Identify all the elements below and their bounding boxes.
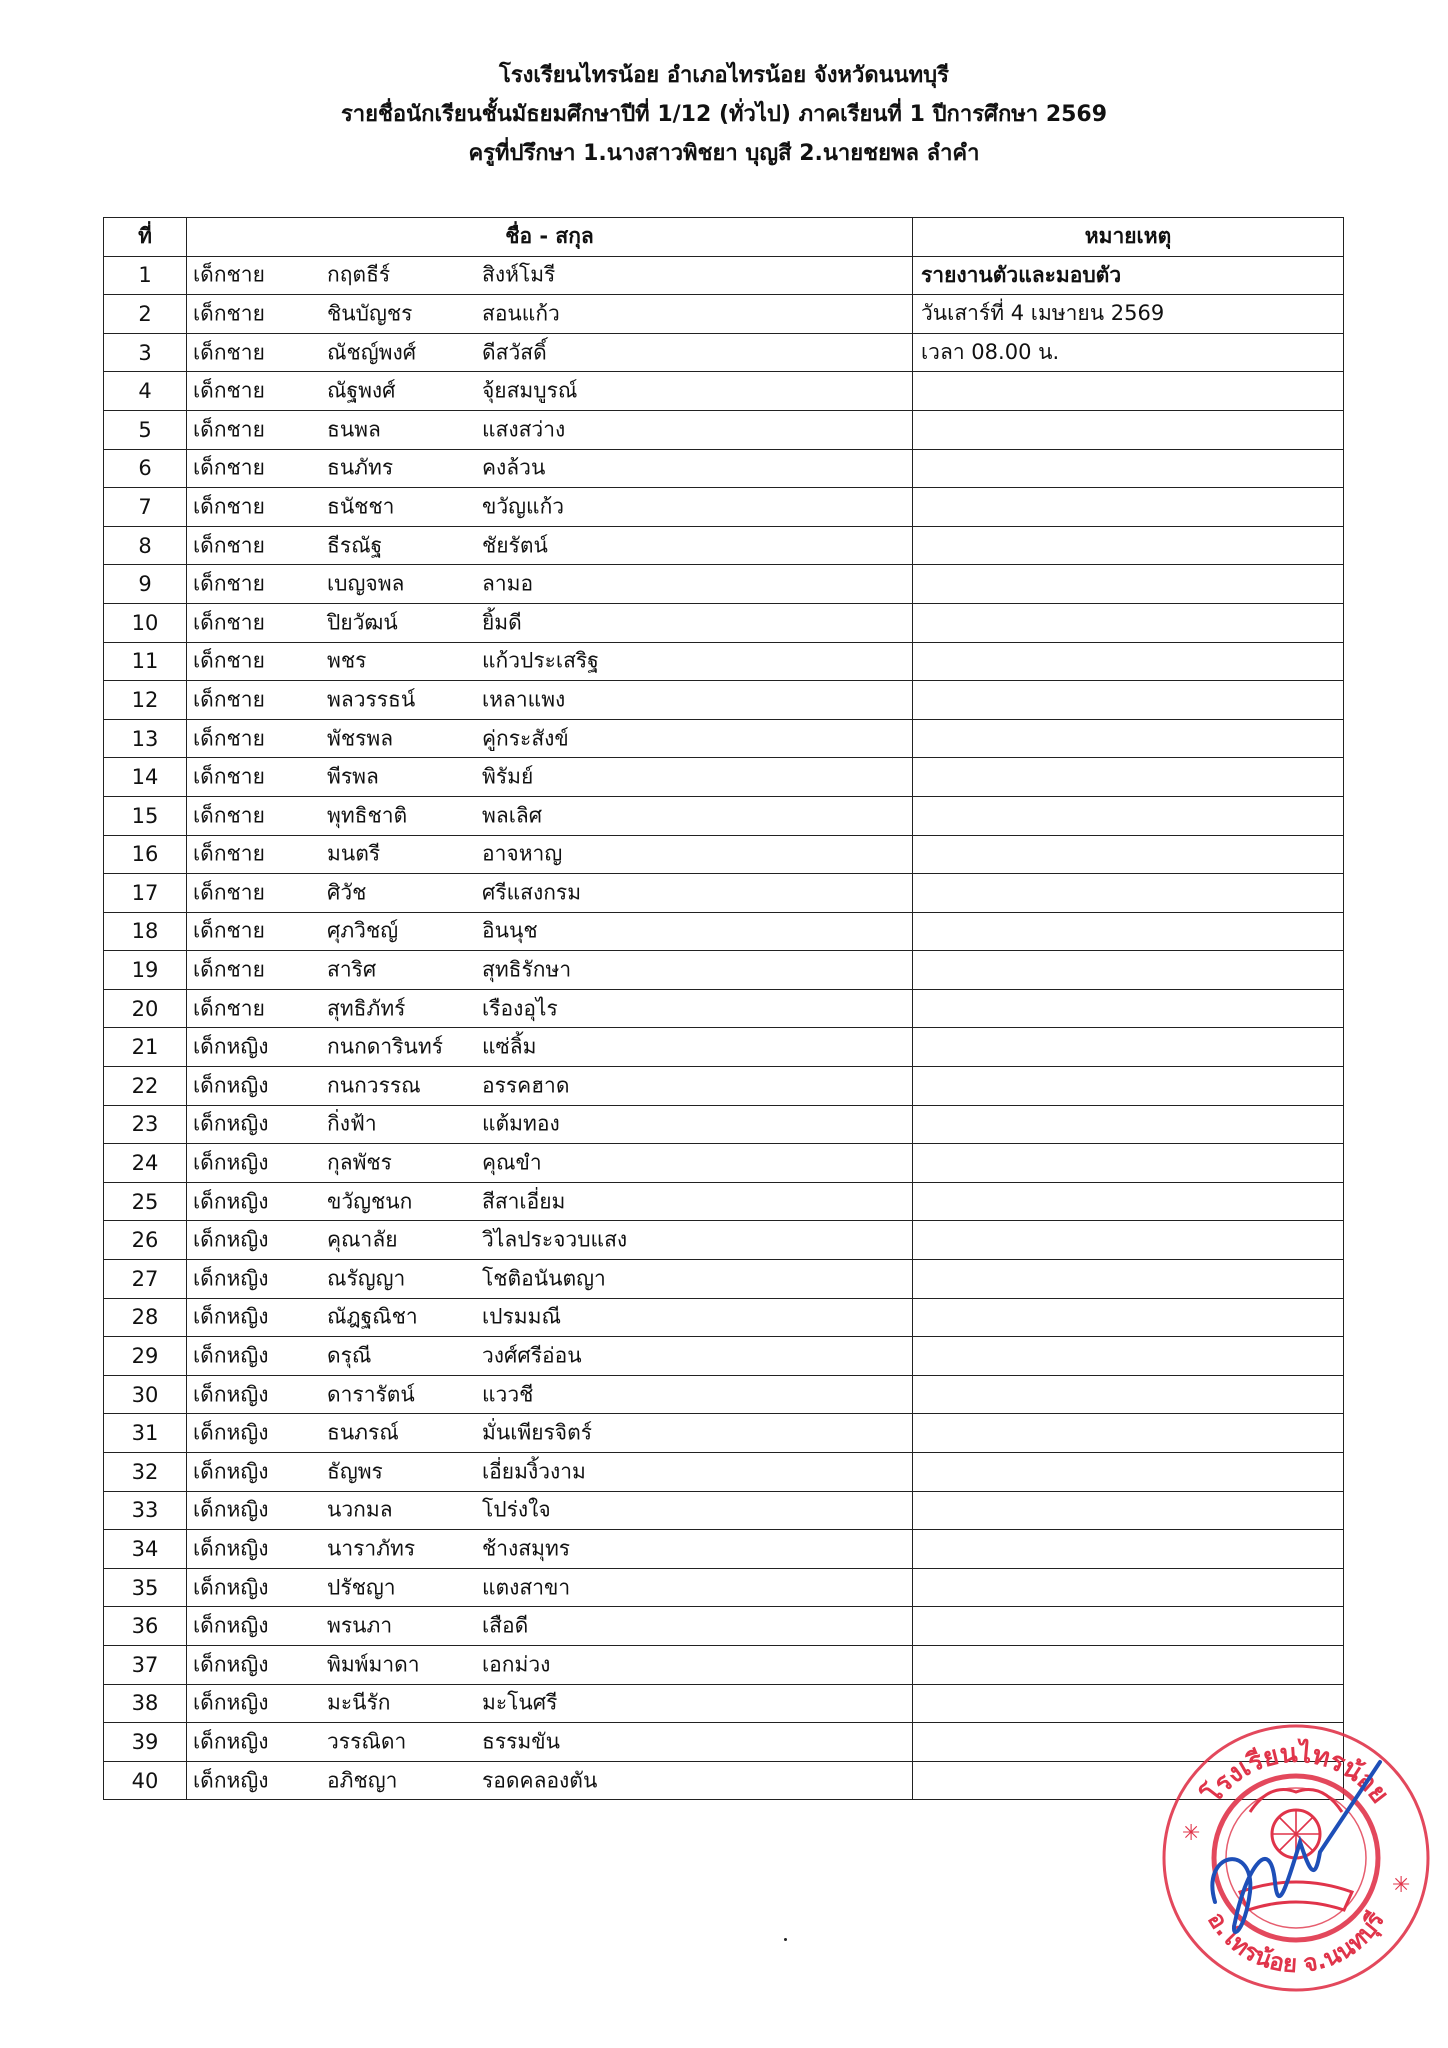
last-name: โปร่งใจ <box>482 1497 551 1522</box>
table-row <box>104 1298 1344 1337</box>
student-name-cell <box>187 372 913 411</box>
remark-cell <box>913 1684 1344 1723</box>
remark-cell <box>913 1414 1344 1453</box>
first-name: สุทธิภัทร์ <box>327 996 406 1021</box>
student-name-cell <box>187 1144 913 1183</box>
row-number: 20 <box>104 989 187 1028</box>
name-prefix: เด็กชาย <box>193 957 265 982</box>
student-name-cell <box>187 758 913 797</box>
remark-cell <box>913 835 1344 874</box>
last-name: คุณขำ <box>482 1150 542 1175</box>
first-name: ธัญพร <box>327 1459 383 1484</box>
row-number: 7 <box>104 488 187 527</box>
last-name: ยิ้มดี <box>482 610 522 635</box>
row-number: 10 <box>104 603 187 642</box>
remark-cell <box>913 912 1344 951</box>
first-name: นาราภัทร <box>327 1536 416 1561</box>
first-name: พลวรรธน์ <box>327 687 416 712</box>
table-row <box>104 1530 1344 1569</box>
name-prefix: เด็กหญิง <box>193 1304 269 1329</box>
table-row <box>104 1645 1344 1684</box>
column-header-no: ที่ <box>104 218 187 257</box>
remark-cell: เวลา 08.00 น. <box>913 333 1344 372</box>
column-header-name: ชื่อ - สกุล <box>187 218 913 257</box>
remark-cell <box>913 1144 1344 1183</box>
student-name-cell <box>187 603 913 642</box>
row-number: 25 <box>104 1182 187 1221</box>
first-name: ขวัญชนก <box>327 1189 413 1214</box>
first-name: มะนีรัก <box>327 1690 391 1715</box>
remark-cell <box>913 642 1344 681</box>
student-name-cell <box>187 912 913 951</box>
remark-cell <box>913 1530 1344 1569</box>
last-name: มะโนศรี <box>482 1690 558 1715</box>
first-name: กนกวรรณ <box>327 1073 421 1098</box>
name-prefix: เด็กชาย <box>193 803 265 828</box>
student-name-cell <box>187 642 913 681</box>
student-name-cell <box>187 681 913 720</box>
row-number: 27 <box>104 1260 187 1299</box>
table-row <box>104 488 1344 527</box>
name-prefix: เด็กชาย <box>193 841 265 866</box>
student-name-cell <box>187 951 913 990</box>
table-row <box>104 681 1344 720</box>
row-number: 34 <box>104 1530 187 1569</box>
row-number: 11 <box>104 642 187 681</box>
table-row <box>104 295 1344 334</box>
table-header-row <box>104 218 1344 257</box>
row-number: 17 <box>104 874 187 913</box>
row-number: 38 <box>104 1684 187 1723</box>
row-number: 30 <box>104 1375 187 1414</box>
row-number: 39 <box>104 1723 187 1762</box>
table-row <box>104 989 1344 1028</box>
row-number: 15 <box>104 796 187 835</box>
name-prefix: เด็กชาย <box>193 417 265 442</box>
student-name-cell <box>187 719 913 758</box>
name-prefix: เด็กหญิง <box>193 1690 269 1715</box>
last-name: เอี่ยมงิ้วงาม <box>482 1459 586 1484</box>
scan-speck <box>784 1938 787 1941</box>
first-name: กิ่งฟ้า <box>327 1111 377 1136</box>
last-name: สีสาเอี่ยม <box>482 1189 566 1214</box>
last-name: สุทธิรักษา <box>482 957 572 982</box>
name-prefix: เด็กหญิง <box>193 1150 269 1175</box>
last-name: แสงสว่าง <box>482 417 566 442</box>
last-name: ขวัญแก้ว <box>482 494 565 519</box>
row-number: 24 <box>104 1144 187 1183</box>
table-row <box>104 1144 1344 1183</box>
remark-cell <box>913 1607 1344 1646</box>
first-name: พชร <box>327 648 367 673</box>
row-number: 16 <box>104 835 187 874</box>
row-number: 22 <box>104 1067 187 1106</box>
document-header <box>0 56 1448 173</box>
name-prefix: เด็กหญิง <box>193 1497 269 1522</box>
first-name: ณรัญญา <box>327 1266 406 1291</box>
student-name-cell <box>187 1337 913 1376</box>
remark-cell <box>913 1028 1344 1067</box>
first-name: พิมพ์มาดา <box>327 1652 420 1677</box>
svg-text:อ.ไทรน้อย จ.นนทบุรี: อ.ไทรน้อย จ.นนทบุรี <box>1202 1906 1390 1979</box>
table-row <box>104 1221 1344 1260</box>
first-name: ดรุณี <box>327 1343 372 1368</box>
table-row <box>104 1337 1344 1376</box>
first-name: กุลพัชร <box>327 1150 392 1175</box>
name-prefix: เด็กหญิง <box>193 1073 269 1098</box>
last-name: เหลาแพง <box>482 687 566 712</box>
name-prefix: เด็กชาย <box>193 918 265 943</box>
student-name-cell <box>187 796 913 835</box>
remark-cell <box>913 372 1344 411</box>
remark-cell <box>913 1260 1344 1299</box>
table-row <box>104 256 1344 295</box>
table-row <box>104 1028 1344 1067</box>
first-name: พุทธิชาติ <box>327 803 408 828</box>
student-name-cell <box>187 1761 913 1800</box>
table-row <box>104 526 1344 565</box>
remark-cell <box>913 1182 1344 1221</box>
student-name-cell <box>187 1067 913 1106</box>
student-name-cell <box>187 1414 913 1453</box>
student-name-cell <box>187 1491 913 1530</box>
first-name: เบญจพล <box>327 571 405 596</box>
student-name-cell <box>187 526 913 565</box>
student-name-cell <box>187 835 913 874</box>
student-name-cell <box>187 333 913 372</box>
student-name-cell <box>187 410 913 449</box>
first-name: ปรัชญา <box>327 1575 396 1600</box>
row-number: 9 <box>104 565 187 604</box>
table-row <box>104 1723 1344 1762</box>
remark-cell <box>913 410 1344 449</box>
first-name: พัชรพล <box>327 726 394 751</box>
name-prefix: เด็กชาย <box>193 378 265 403</box>
column-header-remark: หมายเหตุ <box>913 218 1344 257</box>
table-row <box>104 1414 1344 1453</box>
row-number: 8 <box>104 526 187 565</box>
student-name-cell <box>187 295 913 334</box>
row-number: 12 <box>104 681 187 720</box>
student-name-cell <box>187 1182 913 1221</box>
name-prefix: เด็กหญิง <box>193 1459 269 1484</box>
first-name: ปิยวัฒน์ <box>327 610 398 635</box>
table-row <box>104 603 1344 642</box>
first-name: ธนภรณ์ <box>327 1420 399 1445</box>
table-row <box>104 874 1344 913</box>
student-name-cell <box>187 1028 913 1067</box>
first-name: ธีรณัฐ <box>327 533 383 558</box>
name-prefix: เด็กหญิง <box>193 1382 269 1407</box>
remark-cell <box>913 1337 1344 1376</box>
table-row <box>104 796 1344 835</box>
remark-cell <box>913 526 1344 565</box>
first-name: ณัฎฐณิชา <box>327 1304 418 1329</box>
table-row <box>104 565 1344 604</box>
row-number: 23 <box>104 1105 187 1144</box>
name-prefix: เด็กหญิง <box>193 1111 269 1136</box>
table-row <box>104 372 1344 411</box>
name-prefix: เด็กชาย <box>193 610 265 635</box>
remark-cell <box>913 488 1344 527</box>
student-name-cell <box>187 488 913 527</box>
student-name-cell <box>187 565 913 604</box>
last-name: ชัยรัตน์ <box>482 533 548 558</box>
last-name: พิรัมย์ <box>482 764 534 789</box>
table-row <box>104 1182 1344 1221</box>
remark-cell <box>913 874 1344 913</box>
svg-text:โรงเรียนไทรน้อย: โรงเรียนไทรน้อย <box>1197 1738 1395 1810</box>
student-name-cell <box>187 1645 913 1684</box>
name-prefix: เด็กหญิง <box>193 1652 269 1677</box>
remark-cell: วันเสาร์ที่ 4 เมษายน 2569 <box>913 295 1344 334</box>
row-number: 18 <box>104 912 187 951</box>
last-name: อรรคฮาด <box>482 1073 570 1098</box>
last-name: แตงสาขา <box>482 1575 571 1600</box>
name-prefix: เด็กชาย <box>193 533 265 558</box>
remark-cell: รายงานตัวและมอบตัว <box>913 256 1344 295</box>
student-name-cell <box>187 1221 913 1260</box>
student-name-cell <box>187 1260 913 1299</box>
student-name-cell <box>187 1568 913 1607</box>
first-name: ศิวัช <box>327 880 367 905</box>
table-row <box>104 1453 1344 1492</box>
last-name: โชติอนันตญา <box>482 1266 606 1291</box>
student-name-cell <box>187 1298 913 1337</box>
last-name: แก้วประเสริฐ <box>482 648 599 673</box>
row-number: 29 <box>104 1337 187 1376</box>
name-prefix: เด็กชาย <box>193 494 265 519</box>
table-row <box>104 333 1344 372</box>
table-row <box>104 758 1344 797</box>
last-name: คู่กระสังข์ <box>482 726 569 751</box>
remark-cell <box>913 1568 1344 1607</box>
name-prefix: เด็กชาย <box>193 455 265 480</box>
name-prefix: เด็กหญิง <box>193 1768 269 1793</box>
advisors-line: ครูที่ปรึกษา 1.นางสาวพิชยา บุญสี 2.นายชยพล ลำคำ <box>468 141 980 166</box>
name-prefix: เด็กชาย <box>193 880 265 905</box>
row-number: 31 <box>104 1414 187 1453</box>
row-number: 36 <box>104 1607 187 1646</box>
last-name: อินนุช <box>482 918 538 943</box>
row-number: 35 <box>104 1568 187 1607</box>
svg-text:✳: ✳ <box>1182 1821 1201 1846</box>
last-name: เรืองอุไร <box>482 996 558 1021</box>
remark-cell <box>913 989 1344 1028</box>
last-name: พลเลิศ <box>482 803 543 828</box>
last-name: แววชี <box>482 1382 534 1407</box>
first-name: พีรพล <box>327 764 379 789</box>
first-name: ธนพล <box>327 417 381 442</box>
table-row <box>104 1375 1344 1414</box>
first-name: กฤตธีร์ <box>327 262 391 287</box>
remark-cell <box>913 1491 1344 1530</box>
student-roster-table <box>103 217 1344 1800</box>
name-prefix: เด็กชาย <box>193 648 265 673</box>
first-name: ธนัชชา <box>327 494 395 519</box>
school-seal-stamp <box>1160 1722 1432 1994</box>
first-name: นวกมล <box>327 1497 393 1522</box>
first-name: ดารารัตน์ <box>327 1382 415 1407</box>
name-prefix: เด็กหญิง <box>193 1266 269 1291</box>
last-name: ศรีแสงกรม <box>482 880 582 905</box>
first-name: ณัฐพงศ์ <box>327 378 396 403</box>
remark-cell <box>913 1375 1344 1414</box>
remark-cell <box>913 1067 1344 1106</box>
name-prefix: เด็กชาย <box>193 764 265 789</box>
remark-cell <box>913 1298 1344 1337</box>
student-name-cell <box>187 1684 913 1723</box>
name-prefix: เด็กหญิง <box>193 1575 269 1600</box>
name-prefix: เด็กชาย <box>193 687 265 712</box>
table-row <box>104 1684 1344 1723</box>
row-number: 28 <box>104 1298 187 1337</box>
last-name: แต้มทอง <box>482 1111 560 1136</box>
row-number: 6 <box>104 449 187 488</box>
remark-cell <box>913 796 1344 835</box>
first-name: ธนภัทร <box>327 455 394 480</box>
name-prefix: เด็กหญิง <box>193 1343 269 1368</box>
name-prefix: เด็กชาย <box>193 301 265 326</box>
remark-cell <box>913 1453 1344 1492</box>
row-number: 14 <box>104 758 187 797</box>
first-name: วรรณิดา <box>327 1729 407 1754</box>
name-prefix: เด็กชาย <box>193 262 265 287</box>
student-name-cell <box>187 449 913 488</box>
first-name: สาริศ <box>327 957 377 982</box>
table-row <box>104 1761 1344 1800</box>
last-name: ช้างสมุทร <box>482 1536 571 1561</box>
row-number: 32 <box>104 1453 187 1492</box>
remark-cell <box>913 1645 1344 1684</box>
student-name-cell <box>187 1607 913 1646</box>
remark-cell <box>913 1105 1344 1144</box>
last-name: มั่นเพียรจิตร์ <box>482 1420 593 1445</box>
row-number: 26 <box>104 1221 187 1260</box>
name-prefix: เด็กชาย <box>193 571 265 596</box>
student-name-cell <box>187 1105 913 1144</box>
table-row <box>104 835 1344 874</box>
last-name: เปรมมณี <box>482 1304 561 1329</box>
row-number: 5 <box>104 410 187 449</box>
name-prefix: เด็กหญิง <box>193 1227 269 1252</box>
table-row <box>104 1568 1344 1607</box>
name-prefix: เด็กหญิง <box>193 1189 269 1214</box>
first-name: ณัชญ์พงศ์ <box>327 340 417 365</box>
first-name: ศุภวิชญ์ <box>327 918 399 943</box>
class-list-title: รายชื่อนักเรียนชั้นมัธยมศึกษาปีที่ 1/12 (ทั่วไป) ภาคเรียนที่ 1 ปีการศึกษา 2569 <box>340 102 1108 127</box>
name-prefix: เด็กหญิง <box>193 1420 269 1445</box>
last-name: ธรรมขัน <box>482 1729 560 1754</box>
row-number: 21 <box>104 1028 187 1067</box>
last-name: ดีสวัสดิ์ <box>482 340 547 365</box>
remark-cell <box>913 719 1344 758</box>
name-prefix: เด็กชาย <box>193 996 265 1021</box>
last-name: รอดคลองตัน <box>482 1768 598 1793</box>
row-number: 19 <box>104 951 187 990</box>
table-row <box>104 912 1344 951</box>
table-row <box>104 449 1344 488</box>
name-prefix: เด็กชาย <box>193 340 265 365</box>
row-number: 37 <box>104 1645 187 1684</box>
table-body <box>104 256 1344 1800</box>
first-name: ชินบัญชร <box>327 301 413 326</box>
table-row <box>104 410 1344 449</box>
name-prefix: เด็กหญิง <box>193 1536 269 1561</box>
remark-cell <box>913 1221 1344 1260</box>
name-prefix: เด็กหญิง <box>193 1613 269 1638</box>
table-row <box>104 951 1344 990</box>
last-name: ลามอ <box>482 571 534 596</box>
table-row <box>104 1105 1344 1144</box>
table-row <box>104 719 1344 758</box>
remark-cell <box>913 603 1344 642</box>
row-number: 1 <box>104 256 187 295</box>
name-prefix: เด็กหญิง <box>193 1729 269 1754</box>
last-name: วิไลประจวบแสง <box>482 1227 628 1252</box>
first-name: กนกดารินทร์ <box>327 1034 443 1059</box>
table-row <box>104 642 1344 681</box>
remark-cell <box>913 449 1344 488</box>
student-name-cell <box>187 1723 913 1762</box>
remark-cell <box>913 951 1344 990</box>
last-name: สิงห์โมรี <box>482 262 556 287</box>
row-number: 13 <box>104 719 187 758</box>
row-number: 40 <box>104 1761 187 1800</box>
last-name: เสือดี <box>482 1613 529 1638</box>
last-name: แซ่ลิ้ม <box>482 1034 537 1059</box>
first-name: มนตรี <box>327 841 381 866</box>
table-row <box>104 1607 1344 1646</box>
first-name: อภิชญา <box>327 1768 398 1793</box>
last-name: จุ้ยสมบูรณ์ <box>482 378 578 403</box>
remark-cell <box>913 565 1344 604</box>
name-prefix: เด็กชาย <box>193 726 265 751</box>
svg-text:✳: ✳ <box>1392 1873 1411 1898</box>
row-number: 2 <box>104 295 187 334</box>
student-name-cell <box>187 874 913 913</box>
name-prefix: เด็กหญิง <box>193 1034 269 1059</box>
student-name-cell <box>187 1530 913 1569</box>
school-title: โรงเรียนไทรน้อย อำเภอไทรน้อย จังหวัดนนทบุรี <box>499 63 949 88</box>
first-name: พรนภา <box>327 1613 393 1638</box>
student-name-cell <box>187 989 913 1028</box>
table-row <box>104 1067 1344 1106</box>
last-name: วงศ์ศรีอ่อน <box>482 1343 582 1368</box>
last-name: อาจหาญ <box>482 841 563 866</box>
remark-cell <box>913 758 1344 797</box>
row-number: 33 <box>104 1491 187 1530</box>
first-name: คุณาลัย <box>327 1227 398 1252</box>
remark-cell <box>913 681 1344 720</box>
last-name: สอนแก้ว <box>482 301 560 326</box>
student-name-cell <box>187 1375 913 1414</box>
last-name: เอกม่วง <box>482 1652 551 1677</box>
student-name-cell <box>187 256 913 295</box>
table-row <box>104 1491 1344 1530</box>
student-name-cell <box>187 1453 913 1492</box>
last-name: คงล้วน <box>482 455 546 480</box>
table-row <box>104 1260 1344 1299</box>
row-number: 4 <box>104 372 187 411</box>
row-number: 3 <box>104 333 187 372</box>
